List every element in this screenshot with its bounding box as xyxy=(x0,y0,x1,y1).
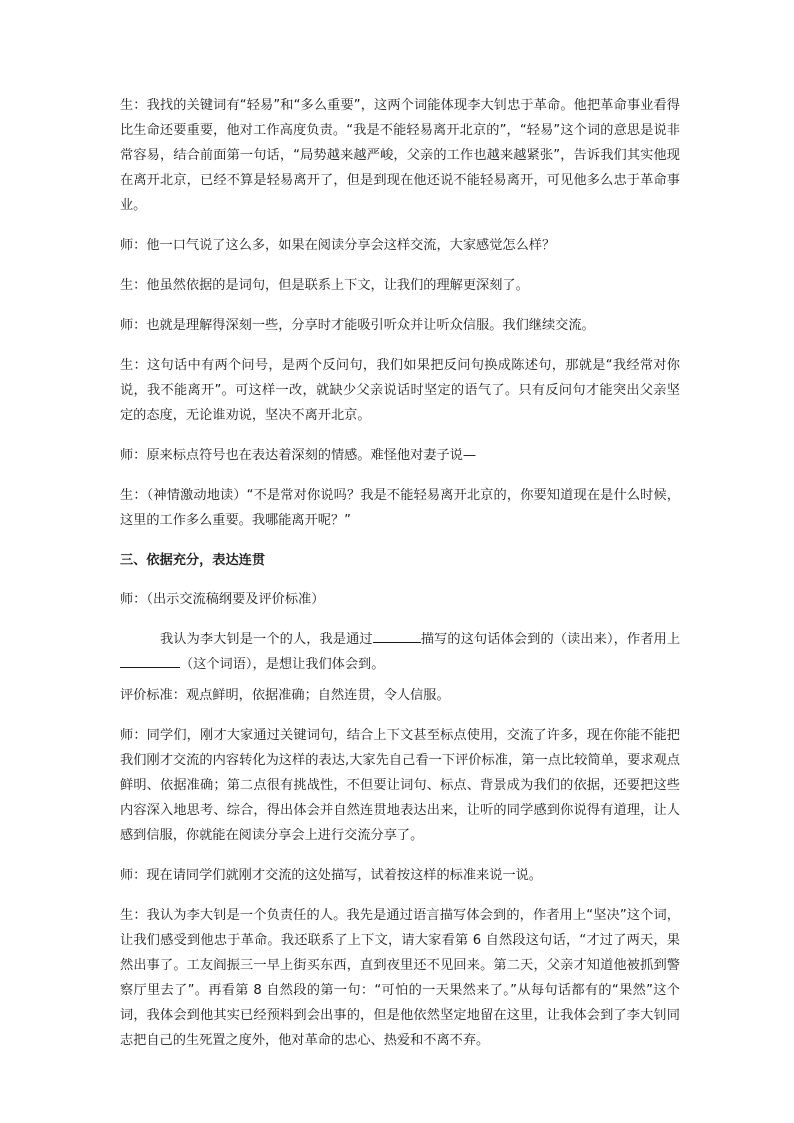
teacher-outline-intro: 师：（出示交流稿纲要及评价标准） xyxy=(120,592,325,607)
document-page xyxy=(120,93,680,1068)
student-reading: 生：（神情激动地读）“不是常对你说吗？我是不能轻易离开北京的，你要知道现在是什么时候，这里的工作多么重要。我哪能离开呢？” xyxy=(120,488,680,528)
template-part-c: （这个词语），是想让我们体会到。 xyxy=(180,657,385,672)
teacher-comment: 师：也就是理解得深刻一些，分享时才能吸引听众并让听众信服。我们继续交流。 xyxy=(120,318,595,333)
template-part-b: 描写的这句话体会到的（读出来），作者用上 xyxy=(420,632,681,647)
template-blank-1 xyxy=(373,627,421,643)
teacher-guidance: 师：同学们，刚才大家通过关键词句，结合上下文甚至标点使用，交流了许多，现在你能不能把我们刚才交流的内容转化为这样的表达,大家先自己看一下评价标准，第一点比较简单，要求观点鲜明、依据准确；第二点很有挑战性，不但要让词句、标点、背景成为我们的依据，还要把这些内容深入地思考、综合，得出体会并自然连贯地表达出来，让听的同学感到你说得有道理，让人感到信服，你就能在阅读分享会上进行交流分享了。 xyxy=(120,728,680,843)
evaluation-criteria: 评价标准：观点鲜明，依据准确；自然连贯，令人信服。 xyxy=(120,688,450,703)
student-response: 生：他虽然依据的是词句，但是联系上下文，让我们的理解更深刻了。 xyxy=(120,278,529,293)
outline-template xyxy=(120,627,680,677)
template-blank-2 xyxy=(120,652,180,668)
teacher-instruction: 师：现在请同学们就刚才交流的这处描写，试着按这样的标准来说一说。 xyxy=(120,868,542,883)
student-answer-questions: 生：这句话中有两个问号，是两个反问句，我们如果把反问句换成陈述句，那就是“我经常对你说，我不能离开”。可这样一改，就缺少父亲说话时坚定的语气了。只有反问句才能突出父亲坚定的态度，无论谁劝说，坚决不离开北京。 xyxy=(120,358,680,423)
student-final-answer: 生：我认为李大钊是一个负责任的人。我先是通过语言描写体会到的，作者用上“坚决”这个词，让我们感受到他忠于革命。我还联系了上下文，请大家看第 6 自然段这句话，“才过了两天，果然出事了。工友阎振三一早上街买东西，直到夜里还不见回来。第二天，父亲才知道他被抓到警察厅里去了”。再看第 8 自然段的第一句：“可怕的一天果然来了。”从每句话都有的“果然”这个词，我体会到他其实已经预料到会出事的，但是他依然坚定地留在这里，让我体会到了李大钊同志把自己的生死置之度外，他对革命的忠心、热爱和不离不弃。 xyxy=(120,908,680,1048)
section-heading: 三、依据充分，表达连贯 xyxy=(120,553,266,568)
teacher-question: 师：他一口气说了这么多，如果在阅读分享会这样交流，大家感觉怎么样？ xyxy=(120,238,556,253)
template-part-a: 我认为李大钊是一个的人，我是通过 xyxy=(160,632,373,647)
teacher-punctuation-note: 师：原来标点符号也在表达着深刻的情感。难怪他对妻子说— xyxy=(120,448,477,463)
student-answer-keywords: 生：我找的关键词有“轻易”和“多么重要”，这两个词能体现李大钊忠于革命。他把革命事业看得比生命还要重要，他对工作高度负责。“我是不能轻易离开北京的”，“轻易”这个词的意思是说非常容易，结合前面第一句话，“局势越来越严峻，父亲的工作也越来越紧张”，告诉我们其实他现在离开北京，已经不算是轻易离开了，但是到现在他还说不能轻易离开，可见他多么忠于革命事业。 xyxy=(120,98,680,213)
